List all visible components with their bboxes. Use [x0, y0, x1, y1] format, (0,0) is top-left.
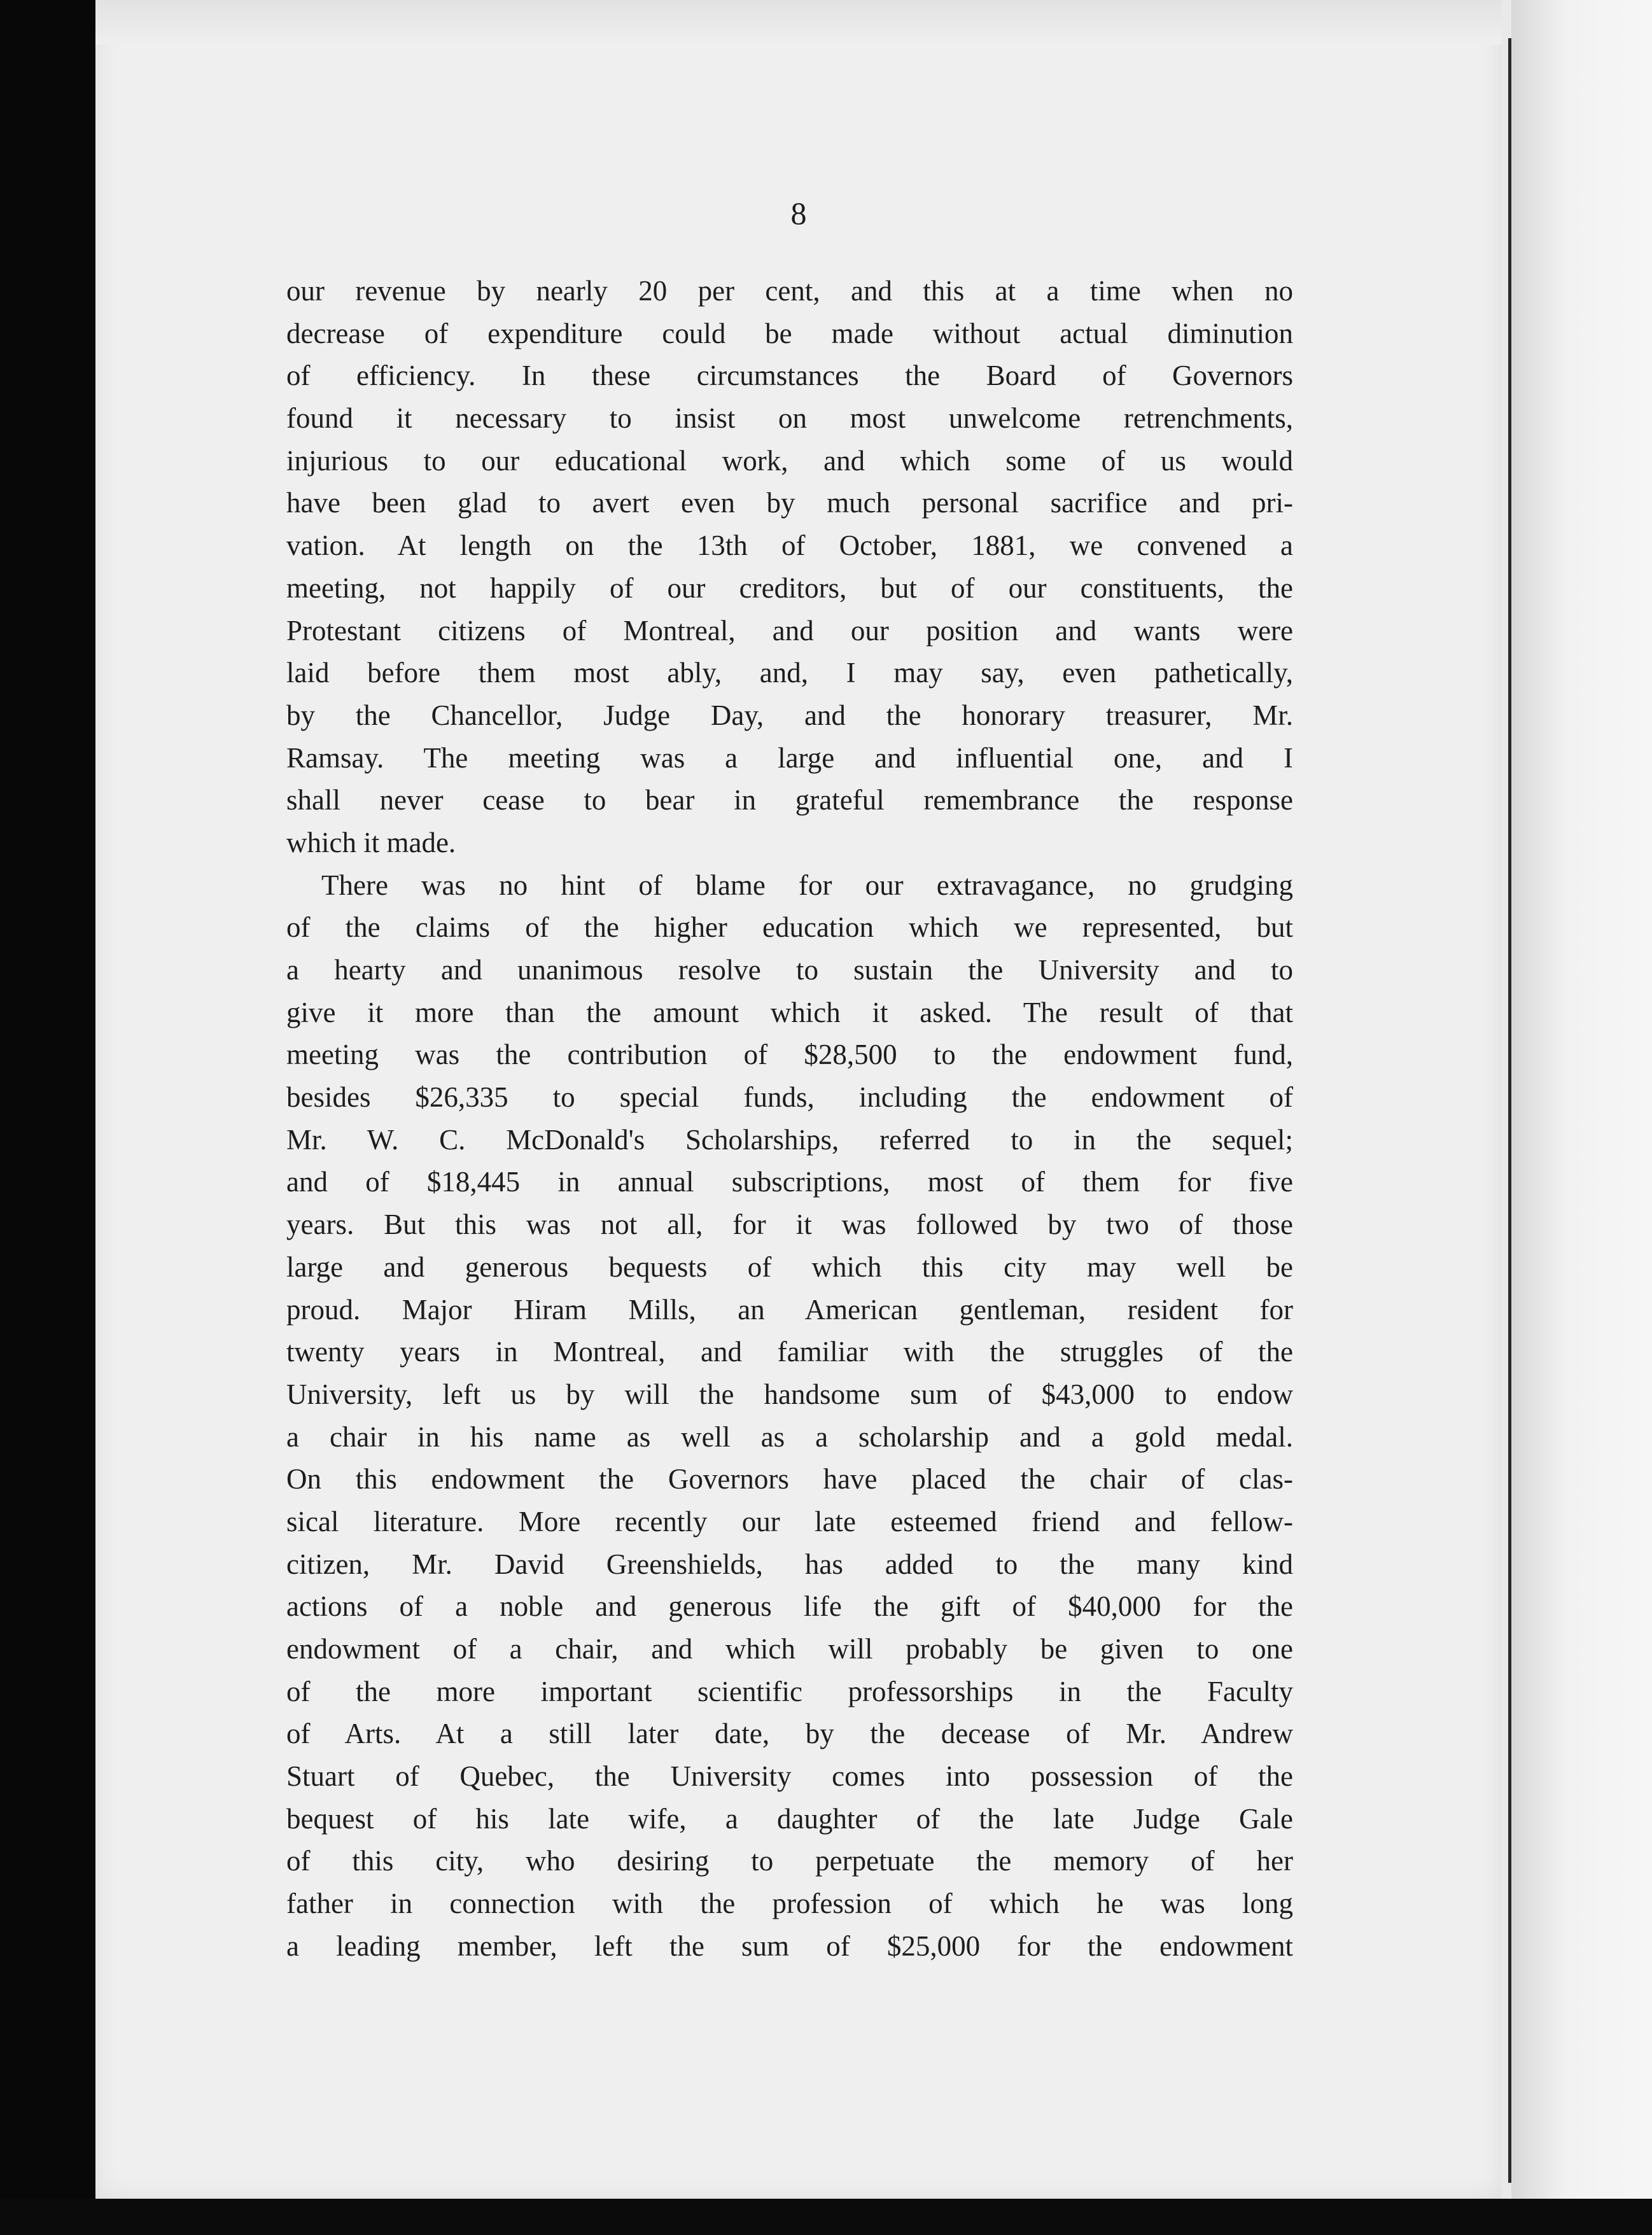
text-line: of this city, who desiring to perpetuate the memory of her — [286, 1845, 1293, 1877]
text-line: laid before them most ably, and, I may say, even pathetically, — [286, 657, 1293, 689]
text-line: a hearty and unanimous resolve to sustain the University and to — [286, 954, 1293, 986]
body-text — [286, 270, 1293, 1968]
text-line: meeting was the contribution of $28,500 to the endowment fund, — [286, 1039, 1293, 1071]
text-line: have been glad to avert even by much personal sacrifice and pri- — [286, 487, 1293, 519]
text-line: of the more important scientific professorships in the Faculty — [286, 1675, 1293, 1707]
text-line: vation. At length on the 13th of October, 1881, we convened a — [286, 529, 1293, 562]
text-line: Protestant citizens of Montreal, and our position and wants were — [286, 614, 1293, 647]
text-line: which it made. — [286, 826, 456, 858]
text-line: proud. Major Hiram Mills, an American gentleman, resident for — [286, 1293, 1293, 1326]
text-line: large and generous bequests of which this city may well be — [286, 1251, 1293, 1283]
facing-page-shadow — [1511, 0, 1652, 2199]
text-line: and of $18,445 in annual subscriptions, most of them for five — [286, 1166, 1293, 1198]
scan-left-margin — [0, 0, 95, 2235]
text-line: decrease of expenditure could be made without actual diminution — [286, 317, 1293, 349]
text-line: found it necessary to insist on most unwelcome retrenchments, — [286, 402, 1293, 435]
text-line: of efficiency. In these circumstances the Board of Governors — [286, 360, 1293, 392]
text-line: of the claims of the higher education which we represented, but — [286, 911, 1293, 944]
text-line: of Arts. At a still later date, by the decease of Mr. Andrew — [286, 1718, 1293, 1750]
text-line: injurious to our educational work, and which some of us would — [286, 444, 1293, 477]
text-line: bequest of his late wife, a daughter of the late Judge Gale — [286, 1802, 1293, 1835]
text-line: Mr. W. C. McDonald's Scholarships, referred to in the sequel; — [286, 1123, 1293, 1156]
text-line: actions of a noble and generous life the gift of $40,000 for the — [286, 1590, 1293, 1623]
text-line: years. But this was not all, for it was followed by two of those — [286, 1209, 1293, 1241]
page-gutter-edge — [1508, 38, 1511, 2183]
text-line: a leading member, left the sum of $25,000 for the endowment — [286, 1930, 1293, 1962]
text-line: give it more than the amount which it asked. The result of that — [286, 996, 1293, 1028]
page-number: 8 — [790, 195, 807, 231]
text-line: shall never cease to bear in grateful remembrance the response — [286, 784, 1293, 816]
text-line: father in connection with the profession of which he was long — [286, 1888, 1293, 1920]
text-line: our revenue by nearly 20 per cent, and this at a time when no — [286, 275, 1293, 307]
page-top-shade — [95, 0, 1502, 45]
text-line: sical literature. More recently our late esteemed friend and fellow- — [286, 1505, 1293, 1538]
text-line: endowment of a chair, and which will probably be given to one — [286, 1633, 1293, 1665]
text-line: a chair in his name as well as a scholarship and a gold medal. — [286, 1420, 1293, 1453]
scan-bottom-border — [0, 2199, 1652, 2235]
text-line: Stuart of Quebec, the University comes into possession of the — [286, 1760, 1293, 1793]
text-line: On this endowment the Governors have placed the chair of clas- — [286, 1463, 1293, 1496]
text-line: twenty years in Montreal, and familiar with the struggles of the — [286, 1336, 1293, 1368]
text-line: citizen, Mr. David Greenshields, has added to the many kind — [286, 1548, 1293, 1580]
text-line: University, left us by will the handsome sum of $43,000 to endow — [286, 1378, 1293, 1410]
text-line: besides $26,335 to special funds, including the endowment of — [286, 1081, 1293, 1114]
text-line: by the Chancellor, Judge Day, and the honorary treasurer, Mr. — [286, 699, 1293, 731]
text-line: meeting, not happily of our creditors, but of our constituents, the — [286, 571, 1293, 604]
text-line: There was no hint of blame for our extravagance, no grudging — [321, 869, 1293, 901]
text-line: Ramsay. The meeting was a large and influential one, and I — [286, 741, 1293, 774]
